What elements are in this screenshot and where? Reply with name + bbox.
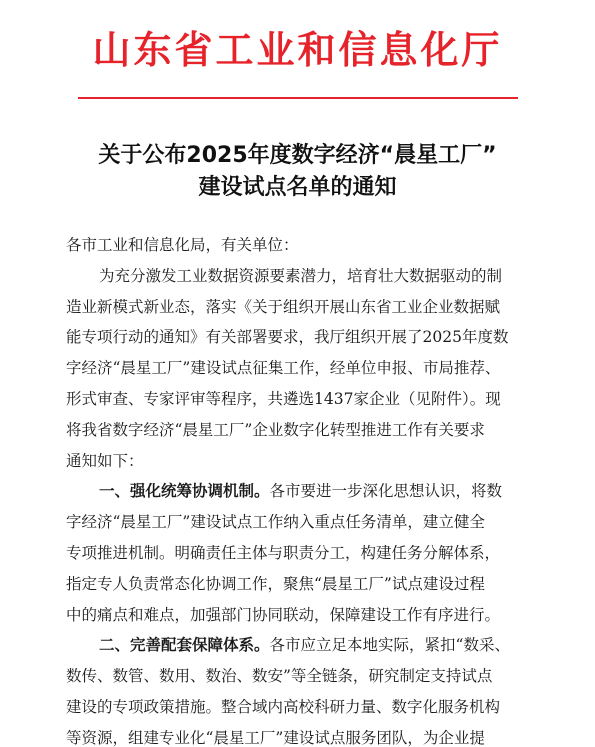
- paragraph-1-line-5: 形式审查、专家评审等程序，共遴选1437家企业（见附件）。现: [66, 389, 501, 408]
- paragraph-1-line-4: 字经济“晨星工厂”建设试点征集工作，经单位申报、市局推荐、: [66, 359, 501, 378]
- section-2-text-start: 各市应立足本地实际，紧扣“数采、: [269, 636, 510, 655]
- section-1-line-2: 字经济“晨星工厂”建设试点工作纳入重点任务清单，建立健全: [66, 513, 485, 532]
- section-1-line-3: 专项推进机制。明确责任主体与职责分工，构建任务分解体系，: [66, 543, 501, 562]
- header-red-rule: [78, 97, 518, 99]
- paragraph-1-line-7: 通知如下：: [66, 451, 144, 470]
- section-1-line-5: 中的痛点和难点，加强部门协同联动，保障建设工作有序进行。: [66, 605, 501, 624]
- paragraph-1-line-1: 为充分激发工业数据资源要素潜力，培育壮大数据驱动的制: [99, 266, 503, 285]
- title-line-2: 建设试点名单的通知: [198, 175, 397, 200]
- issuing-authority-header: 山东省工业和信息化厅: [92, 27, 503, 72]
- section-2-line-4: 等资源，组建专业化“晨星工厂”建设试点服务团队，为企业提: [66, 728, 485, 747]
- paragraph-1-line-3: 能专项行动的通知》有关部署要求，我厅组织开展了2025年度数: [66, 328, 509, 347]
- paragraph-1-line-6: 将我省数字经济“晨星工厂”企业数字化转型推进工作有关要求: [66, 420, 485, 439]
- section-1-text-start: 各市要进一步深化思想认识，将数: [269, 482, 503, 501]
- section-2-line-3: 建设的专项政策措施。整合域内高校科研力量、数字化服务机构: [66, 697, 501, 716]
- section-2-line-2: 数传、数管、数用、数治、数安”等全链条，研究制定支持试点: [66, 667, 493, 686]
- section-1-line-4: 指定专人负责常态化协调工作，聚焦“晨星工厂”试点建设过程: [66, 574, 485, 593]
- title-line-1: 关于公布2025年度数字经济“晨星工厂”: [98, 143, 497, 168]
- section-2-heading: 二、完善配套保障体系。: [99, 636, 270, 655]
- section-1-line-1: [66, 476, 542, 507]
- document-body: [66, 230, 542, 747]
- section-1-heading: 一、强化统筹协调机制。: [99, 482, 270, 501]
- document-title: [0, 140, 595, 204]
- paragraph-1-line-2: 造业新模式新业态，落实《关于组织开展山东省工业企业数据赋: [66, 297, 501, 316]
- section-2-line-1: [66, 630, 542, 661]
- salutation: 各市工业和信息化局，有关单位：: [66, 236, 299, 254]
